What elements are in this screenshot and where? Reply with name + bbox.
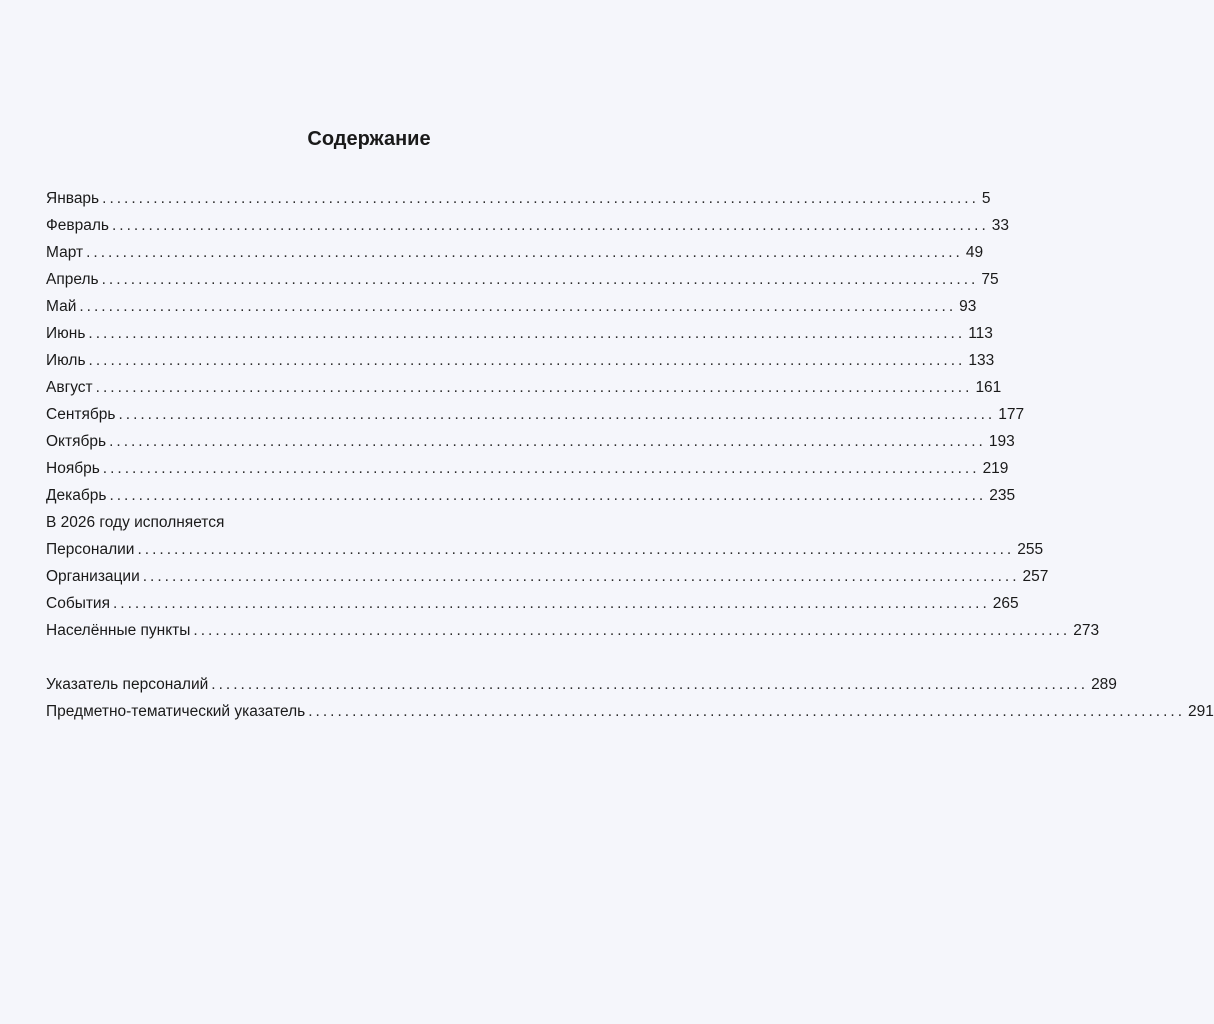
dot-leader: ........................................................................................................................ — [308, 703, 1186, 720]
toc-entry-label: Январь — [46, 190, 100, 207]
dot-leader: ........................................................................................................................ — [142, 568, 1020, 585]
toc-entry[interactable] — [46, 347, 995, 374]
dot-leader: ........................................................................................................................ — [193, 622, 1071, 639]
toc-entry-label: Указатель персоналий — [46, 676, 209, 693]
toc-entry[interactable] — [46, 482, 1016, 509]
dot-leader: ........................................................................................................................ — [101, 271, 979, 288]
section-spacer — [46, 644, 636, 671]
anniversaries-section — [46, 509, 1100, 644]
toc-entry[interactable] — [46, 374, 1002, 401]
toc-entry-label: Населённые пункты — [46, 622, 191, 639]
toc-entry-label: Персоналии — [46, 541, 135, 558]
toc-entry[interactable] — [46, 563, 1049, 590]
toc-entry[interactable] — [46, 185, 991, 212]
toc-entry-page: 265 — [992, 595, 1019, 612]
dot-leader: ........................................................................................................................ — [109, 487, 987, 504]
toc-entry-page: 75 — [981, 271, 999, 288]
toc-entry-page: 93 — [959, 298, 977, 315]
toc-entry-page: 5 — [981, 190, 991, 207]
toc-entry-page: 177 — [998, 406, 1025, 423]
toc-entry-label: Октябрь — [46, 433, 107, 450]
toc-entry[interactable] — [46, 428, 1015, 455]
toc-entry-page: 291 — [1188, 703, 1214, 720]
dot-leader: ........................................................................................................................ — [112, 217, 989, 234]
toc-entry[interactable] — [46, 320, 993, 347]
toc-entry[interactable] — [46, 293, 977, 320]
dot-leader: ........................................................................................................................ — [109, 433, 986, 450]
toc-entry-page: 113 — [968, 325, 993, 342]
toc-entry-page: 161 — [975, 379, 1002, 396]
toc-entry[interactable] — [46, 617, 1100, 644]
toc-entry-page: 49 — [965, 244, 984, 261]
toc-entry[interactable] — [46, 536, 1044, 563]
dot-leader: ........................................................................................................................ — [112, 595, 990, 612]
dot-leader: ........................................................................................................................ — [102, 190, 979, 207]
toc-entry-label: Сентябрь — [46, 406, 116, 423]
dot-leader: ........................................................................................................................ — [86, 244, 963, 261]
toc-entry[interactable] — [46, 590, 1019, 617]
toc-entry[interactable] — [46, 266, 999, 293]
toc-entry-label: Предметно-тематический указатель — [46, 703, 306, 720]
dot-leader: ........................................................................................................................ — [137, 541, 1015, 558]
toc-entry-label: Ноябрь — [46, 460, 100, 477]
page-title: Содержание — [307, 128, 431, 150]
toc-entry-label: Апрель — [46, 271, 99, 288]
toc-entry-label: Июль — [46, 352, 86, 369]
toc-entry-label: Август — [46, 379, 93, 396]
toc-entry-page: 289 — [1091, 676, 1117, 693]
toc-entry-page: 193 — [988, 433, 1015, 450]
toc-entry[interactable] — [46, 401, 1025, 428]
toc-entry[interactable] — [46, 455, 1009, 482]
toc-entry-page: 257 — [1022, 568, 1049, 585]
months-section — [46, 185, 1025, 509]
dot-leader: ........................................................................................................................ — [88, 325, 966, 342]
toc-entry-label: Декабрь — [46, 487, 107, 504]
dot-leader: ........................................................................................................................ — [88, 352, 966, 369]
section-heading: В 2026 году исполняется — [46, 514, 225, 531]
toc-entry[interactable] — [46, 698, 1214, 725]
toc-entry-label: События — [46, 595, 110, 612]
toc-entry-label: Май — [46, 298, 77, 315]
toc-entry[interactable] — [46, 239, 984, 266]
toc-entry-label: Февраль — [46, 217, 109, 234]
toc-entry[interactable] — [46, 212, 1010, 239]
dot-leader: ........................................................................................................................ — [211, 676, 1089, 693]
toc-entry-label: Организации — [46, 568, 140, 585]
table-of-contents — [46, 185, 1214, 725]
indexes-section — [46, 671, 1214, 725]
toc-entry-page: 255 — [1017, 541, 1044, 558]
toc-entry-page: 219 — [982, 460, 1009, 477]
dot-leader: ........................................................................................................................ — [102, 460, 980, 477]
dot-leader: ........................................................................................................................ — [95, 379, 973, 396]
dot-leader: ........................................................................................................................ — [79, 298, 957, 315]
toc-entry-page: 133 — [968, 352, 995, 369]
toc-entry-page: 235 — [989, 487, 1016, 504]
dot-leader: ........................................................................................................................ — [118, 406, 996, 423]
toc-entry-label: Июнь — [46, 325, 86, 342]
toc-entry-label: Март — [46, 244, 84, 261]
toc-entry-page: 33 — [991, 217, 1010, 234]
toc-entry-page: 273 — [1073, 622, 1100, 639]
toc-entry[interactable] — [46, 671, 1117, 698]
